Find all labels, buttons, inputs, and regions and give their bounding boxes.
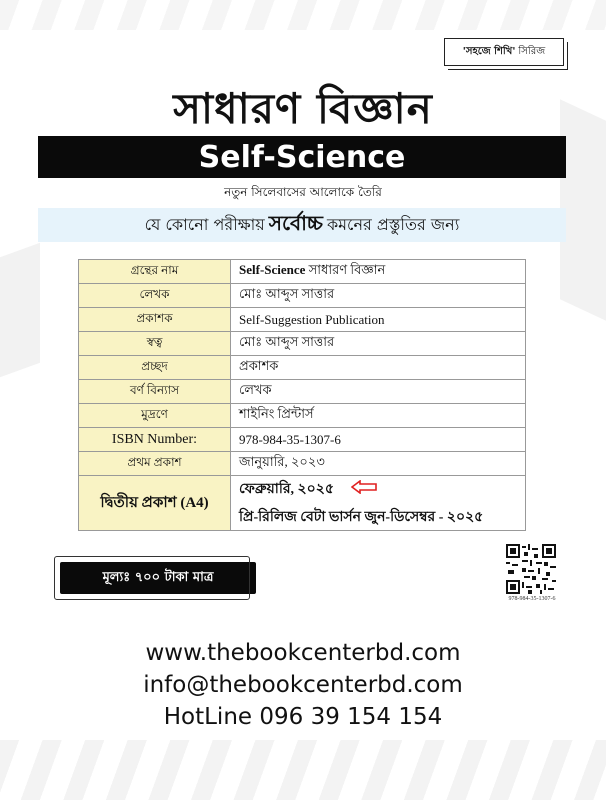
table-row xyxy=(79,284,526,308)
second-edition-date: ফেব্রুয়ারি, ২০২৫ xyxy=(239,482,334,497)
hotline: HotLine 096 39 154 154 xyxy=(163,704,443,730)
row-label: প্রকাশক xyxy=(79,308,231,332)
row-label: লেখক xyxy=(79,284,231,308)
table-row-second-edition xyxy=(79,476,526,531)
row-value: Self-Suggestion Publication xyxy=(231,308,526,332)
qr-code xyxy=(506,544,556,594)
book-name-bengali: সাধারণ বিজ্ঞান xyxy=(308,262,386,277)
table-row xyxy=(79,428,526,452)
tagline-highlight: সর্বোচ্চ xyxy=(268,210,323,235)
price-label: মূল্যঃ ৭০০ টাকা মাত্র xyxy=(60,562,256,594)
tagline-after: কমনের প্রস্তুতির জন্য xyxy=(326,214,460,234)
tagline-box xyxy=(38,208,566,242)
background-stripe xyxy=(0,0,606,30)
row-value: শাইনিং প্রিন্টার্স xyxy=(231,404,526,428)
qr-caption: 978-984-35-1307-6 xyxy=(508,596,556,602)
series-tag-suffix: সিরিজ xyxy=(518,45,546,57)
row-label: ISBN Number: xyxy=(79,428,231,452)
row-value: জানুয়ারি, ২০২৩ xyxy=(231,452,526,476)
bengali-title: সাধারণ বিজ্ঞান xyxy=(173,84,433,133)
row-value: 978-984-35-1307-6 xyxy=(231,428,526,452)
website-link[interactable]: www.thebookcenterbd.com xyxy=(145,640,461,666)
tagline-before: যে কোনো পরীক্ষায় xyxy=(144,214,265,234)
row-label: প্রথম প্রকাশ xyxy=(79,452,231,476)
background-stripe xyxy=(0,243,40,378)
row-value: লেখক xyxy=(231,380,526,404)
table-row xyxy=(79,356,526,380)
table-row xyxy=(79,332,526,356)
row-label: গ্রন্থের নাম xyxy=(79,260,231,284)
row-label: দ্বিতীয় প্রকাশ (A4) xyxy=(79,476,231,531)
series-tag xyxy=(444,38,564,66)
row-value: প্রকাশক xyxy=(231,356,526,380)
email-link[interactable]: info@thebookcenterbd.com xyxy=(143,672,463,698)
table-row xyxy=(79,380,526,404)
row-label: মুদ্রণে xyxy=(79,404,231,428)
table-row xyxy=(79,452,526,476)
row-label: বর্ণ বিন্যাস xyxy=(79,380,231,404)
row-value: মোঃ আব্দুস সাত্তার xyxy=(231,332,526,356)
subtitle: নতুন সিলেবাসের আলোকে তৈরি xyxy=(224,185,382,199)
pre-release-note: প্রি-রিলিজ বেটা ভার্সন জুন-ডিসেম্বর - ২০২৫ xyxy=(239,510,484,525)
book-info-table xyxy=(78,259,526,531)
row-value xyxy=(231,260,526,284)
title-bar: Self-Science xyxy=(38,136,566,178)
left-arrow-icon xyxy=(351,480,377,499)
table-row xyxy=(79,260,526,284)
background-stripe xyxy=(0,740,606,800)
book-name-english: Self-Science xyxy=(239,262,306,277)
series-tag-name: 'সহজে শিখি' xyxy=(462,45,516,57)
row-value: মোঃ আব্দুস সাত্তার xyxy=(231,284,526,308)
table-row xyxy=(79,404,526,428)
table-row xyxy=(79,308,526,332)
row-label: প্রচ্ছদ xyxy=(79,356,231,380)
row-label: স্বত্ব xyxy=(79,332,231,356)
row-value xyxy=(231,476,526,531)
